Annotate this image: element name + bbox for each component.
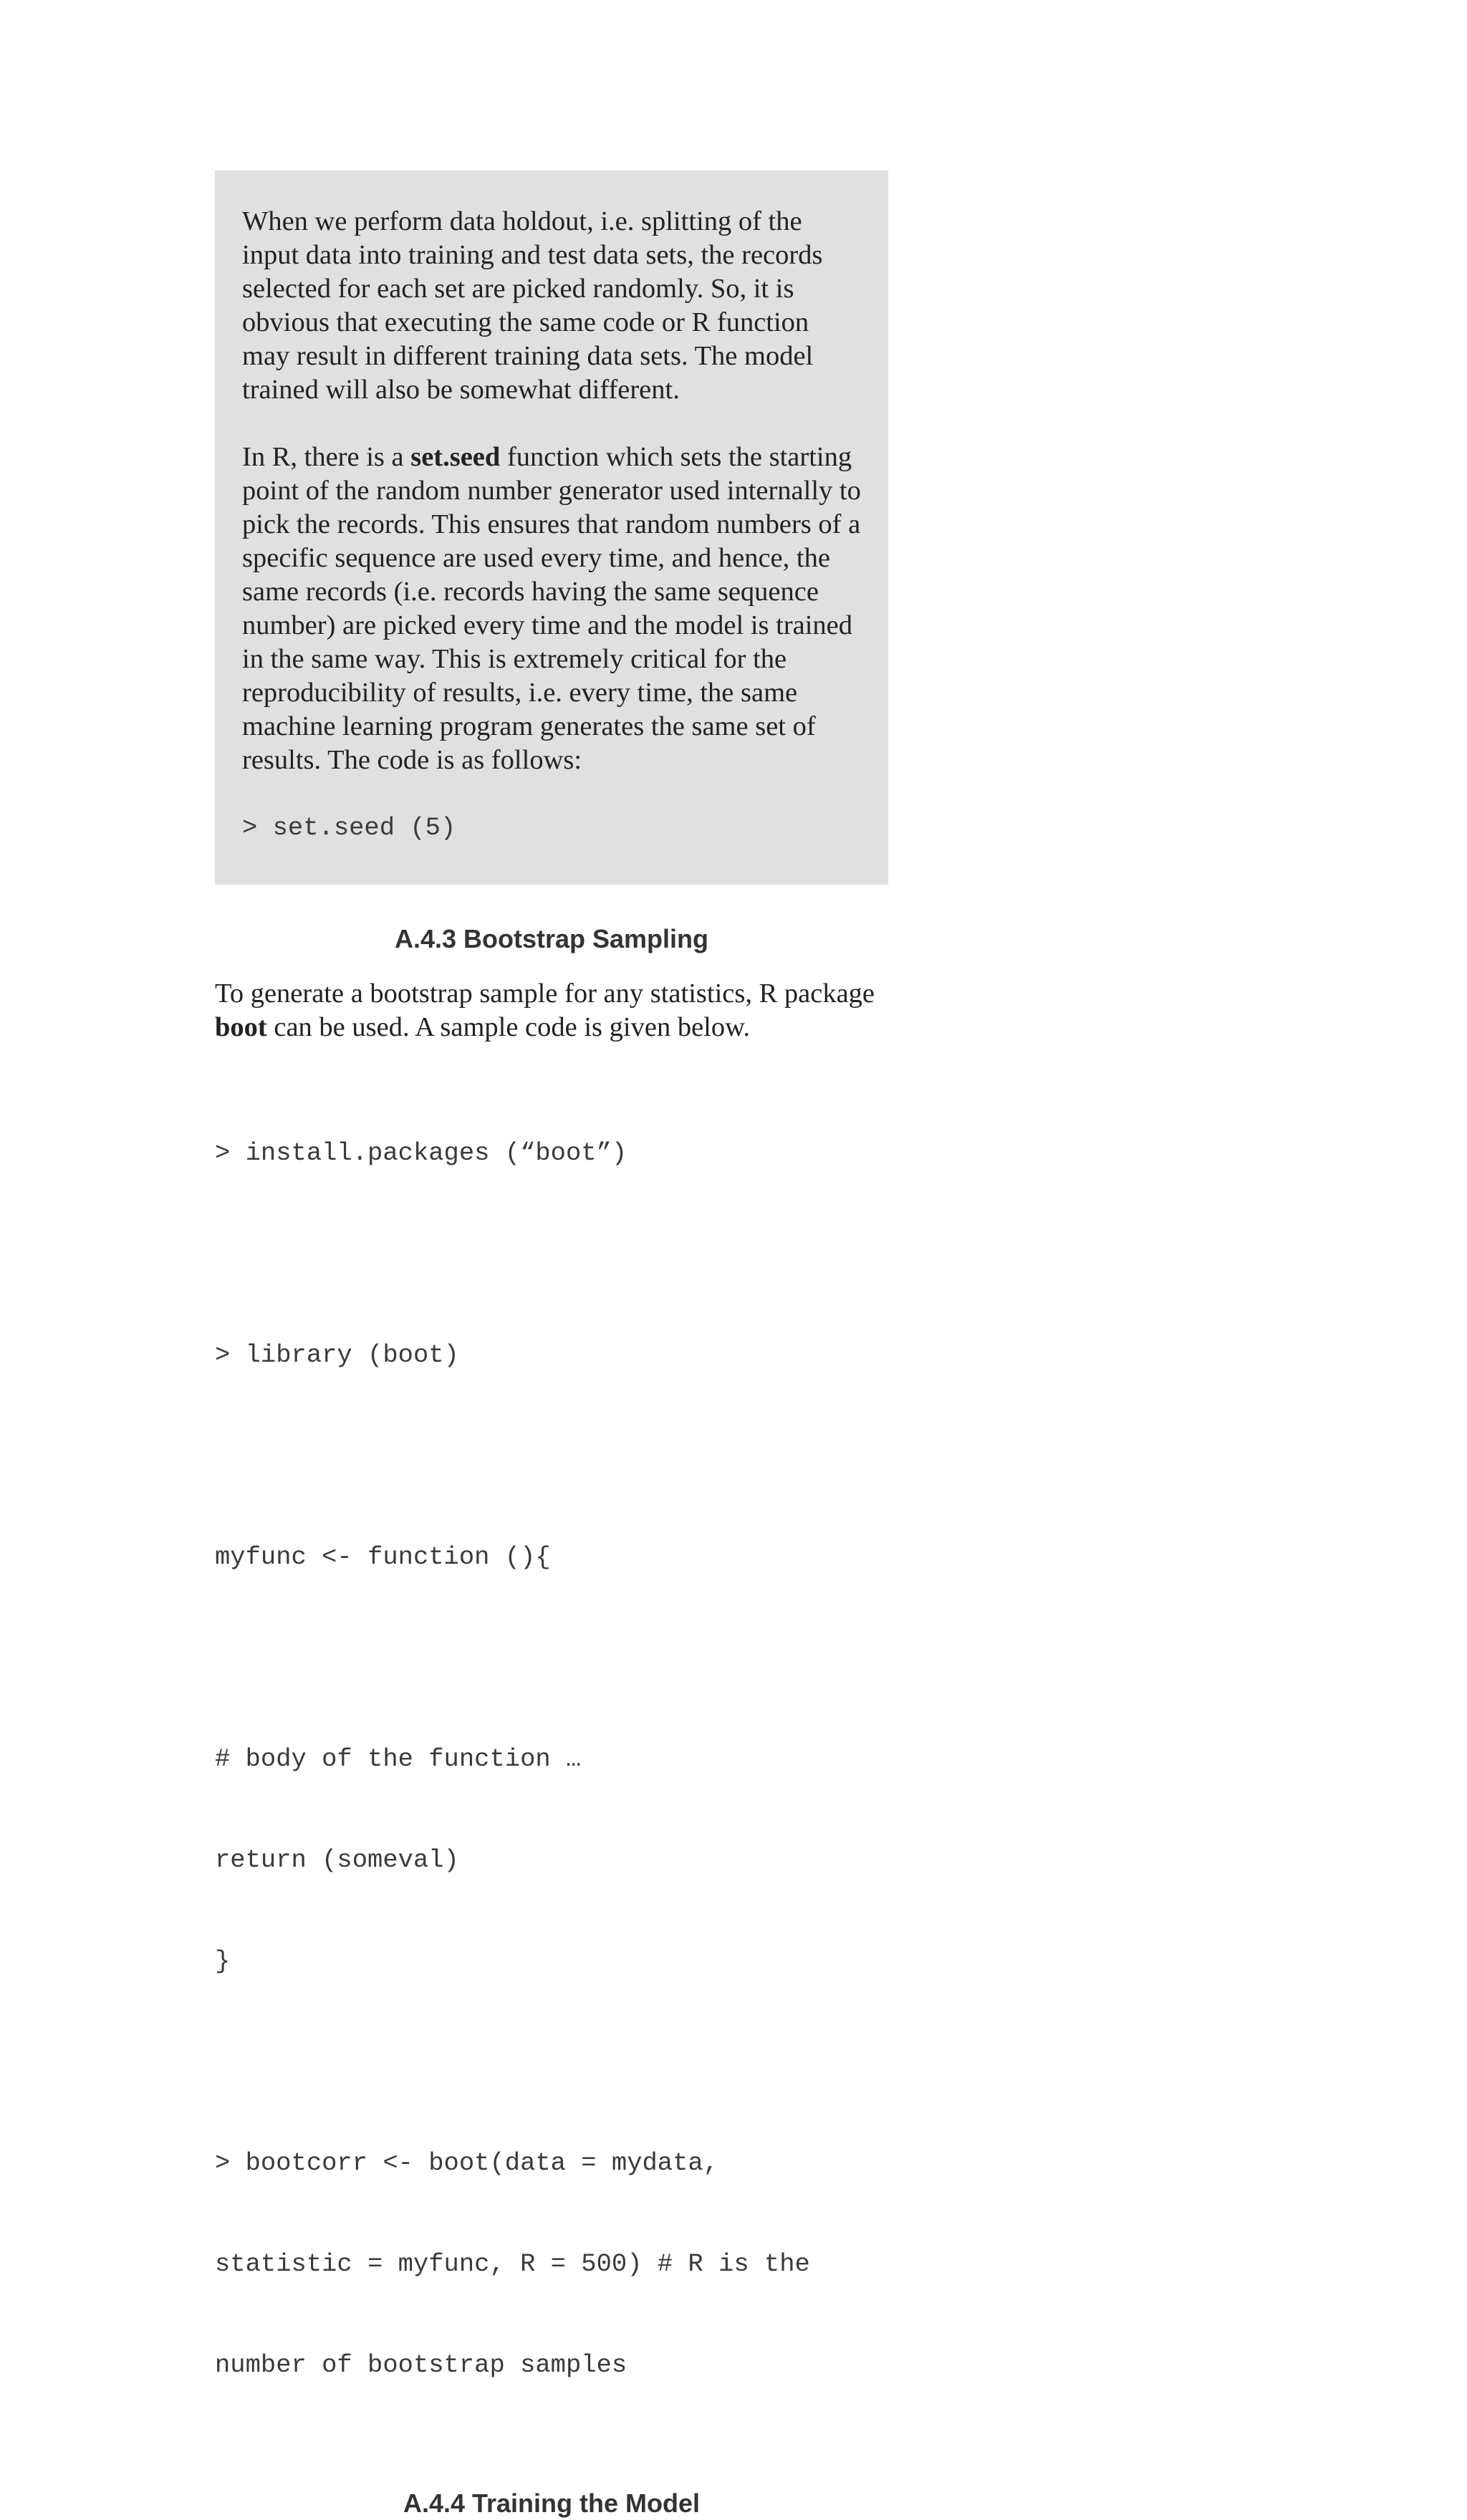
code-line: myfunc <- function (){ <box>215 1542 551 1572</box>
heading-training-the-model: A.4.4 Training the Model <box>403 2488 701 2518</box>
bootstrap-intro <box>215 977 888 1044</box>
note-paragraph-set-seed <box>242 441 861 777</box>
code-line <box>215 1237 888 1271</box>
code-line: } <box>215 1946 231 1976</box>
code-line: # body of the function … <box>215 1744 582 1774</box>
code-line <box>215 1641 888 1675</box>
page-content <box>215 170 888 2520</box>
code-line: > bootcorr <- boot(data = mydata, <box>215 2148 719 2178</box>
set-seed-term: set.seed <box>410 442 501 472</box>
bootstrap-code-block <box>215 1069 888 2449</box>
code-line: > install.packages (“boot”) <box>215 1138 627 1168</box>
code-line <box>215 2045 888 2079</box>
code-line: statistic = myfunc, R = 500) # R is the <box>215 2249 810 2279</box>
note-text-suffix: function which sets the starting point of the random number generator used internally to pick the records. This ensures that random numbers of a specific sequence are used every time, and hence, the same records (i.e. records having the same sequence number) are picked every time and the model is trained in the same way. This is extremely critical for the reproducibility of results, i.e. every time, the same machine learning program generates the same set of results. The code is as follows: <box>242 442 861 775</box>
code-line: number of bootstrap samples <box>215 2350 627 2380</box>
bootstrap-intro-prefix: To generate a bootstrap sample for any statistics, R package <box>215 978 875 1009</box>
set-seed-code: > set.seed (5) <box>242 813 456 842</box>
note-text-prefix: In R, there is a <box>242 442 411 472</box>
code-line: return (someval) <box>215 1845 459 1875</box>
bootstrap-intro-suffix: can be used. A sample code is given below. <box>266 1012 751 1042</box>
note-box <box>215 170 888 885</box>
note-paragraph-holdout: When we perform data holdout, i.e. splitting of the input data into training and test data sets, the records selected for each set are picked randomly. So, it is obvious that executing the same code or R function may result in different training data sets. The model trained will also be somewhat different. <box>242 206 823 405</box>
code-line: > library (boot) <box>215 1340 459 1370</box>
boot-package-term: boot <box>215 1012 267 1042</box>
code-line <box>215 1439 888 1473</box>
heading-bootstrap-sampling: A.4.3 Bootstrap Sampling <box>394 924 709 953</box>
